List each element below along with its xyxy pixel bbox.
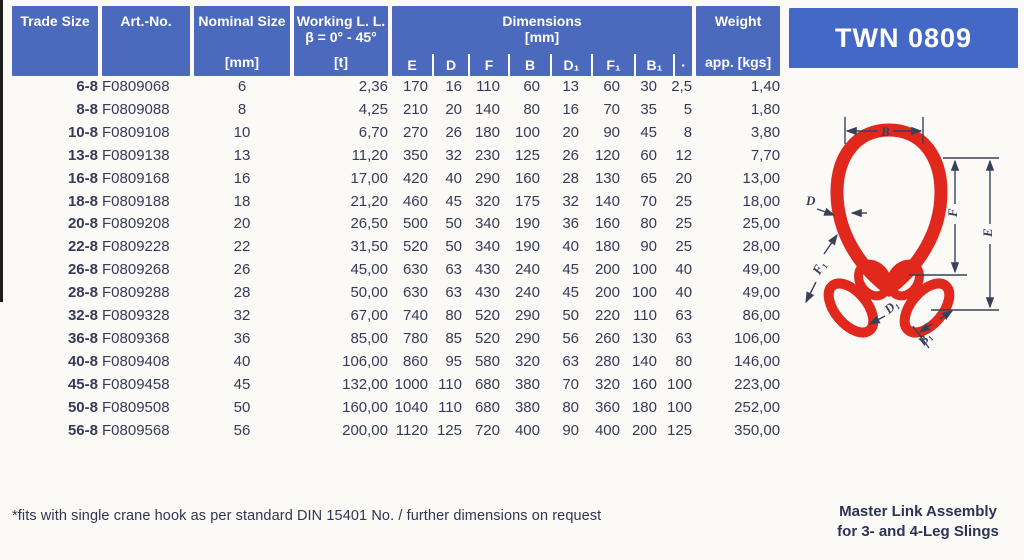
cell-dim-E: 460: [402, 192, 428, 210]
cell-art-no: F0809288: [102, 284, 170, 302]
table-row: [12, 351, 780, 374]
table-header: [12, 6, 780, 76]
cell-dim-D1: 63: [562, 352, 579, 370]
col-header-art-no: [102, 6, 190, 76]
cell-weight: 28,00: [742, 238, 781, 256]
cell-dim-B1: 60: [640, 146, 657, 164]
cell-nominal-size: 36: [233, 329, 251, 347]
cell-art-no: F0809408: [102, 352, 170, 370]
cell-dim-dot: 100: [667, 375, 693, 393]
cell-dim-B: 400: [514, 421, 540, 439]
cell-dim-dot: 5: [683, 100, 693, 118]
cell-dim-E: 1040: [394, 398, 428, 416]
cell-dim-D: 63: [445, 284, 462, 302]
cell-dim-B1: 160: [631, 375, 657, 393]
cell-trade-size: 10-8: [67, 123, 98, 141]
cell-working-ll: 50,00: [350, 284, 388, 302]
cell-dim-E: 500: [402, 215, 428, 233]
cell-dim-F: 340: [474, 215, 500, 233]
col-label: Art.-No.: [120, 13, 172, 29]
cell-dim-F1: 260: [594, 329, 620, 347]
table-row: [12, 122, 780, 145]
cell-dim-E: 630: [402, 261, 428, 279]
cell-dim-E: 270: [402, 123, 428, 141]
cell-dim-F: 520: [474, 307, 500, 325]
cell-dim-B1: 90: [640, 238, 657, 256]
spec-table: [8, 6, 784, 443]
cell-dim-F: 340: [474, 238, 500, 256]
table-row: [12, 374, 780, 397]
dim-col-B1: B₁: [636, 54, 675, 76]
cell-art-no: F0809108: [102, 123, 170, 141]
cell-trade-size: 32-8: [67, 307, 98, 325]
cell-dim-D: 110: [438, 375, 462, 393]
cell-dim-B: 320: [514, 352, 540, 370]
cell-working-ll: 6,70: [358, 123, 388, 141]
cell-dim-F: 230: [474, 146, 500, 164]
dimension-subcolumns: [392, 51, 692, 76]
cell-dim-D1: 80: [562, 398, 579, 416]
cell-trade-size: 36-8: [67, 329, 98, 347]
cell-trade-size: 20-8: [67, 215, 98, 233]
cell-weight: 223,00: [734, 375, 781, 393]
table-row: [12, 236, 780, 259]
cell-dim-D1: 40: [562, 238, 579, 256]
table-row: [12, 99, 780, 122]
cell-art-no: F0809228: [102, 238, 170, 256]
cell-dim-B1: 45: [640, 123, 657, 141]
cell-nominal-size: 56: [233, 421, 251, 439]
footnote: *fits with single crane hook as per standard DIN 15401 No. / further dimensions on request: [12, 508, 602, 524]
cell-dim-B: 190: [514, 238, 540, 256]
cell-nominal-size: 16: [233, 169, 251, 187]
cell-trade-size: 40-8: [67, 352, 98, 370]
cell-dim-D: 63: [445, 261, 462, 279]
cell-dim-F1: 200: [594, 284, 620, 302]
cell-nominal-size: 50: [233, 398, 251, 416]
cell-dim-D1: 32: [562, 192, 579, 210]
cell-dim-E: 740: [402, 307, 428, 325]
cell-nominal-size: 45: [233, 375, 251, 393]
cell-dim-E: 1000: [394, 375, 428, 393]
cell-dim-D: 80: [445, 307, 462, 325]
cell-art-no: F0809088: [102, 100, 170, 118]
cell-art-no: F0809568: [102, 421, 170, 439]
col-label: Dimensions: [502, 13, 582, 29]
cell-trade-size: 56-8: [67, 421, 98, 439]
cell-dim-F1: 280: [594, 352, 620, 370]
cell-dim-F: 580: [474, 352, 500, 370]
cell-art-no: F0809068: [102, 78, 170, 95]
cell-dim-dot: 8: [683, 123, 693, 141]
cell-weight: 252,00: [734, 398, 781, 416]
diagram-caption: [818, 502, 1018, 542]
cell-dim-dot: 125: [667, 421, 693, 439]
cell-dim-F1: 130: [594, 169, 620, 187]
table-row: [12, 213, 780, 236]
table-body: [12, 76, 780, 443]
cell-dim-D1: 16: [562, 100, 579, 118]
cell-weight: 106,00: [734, 329, 781, 347]
cell-dim-B1: 30: [640, 78, 657, 95]
cell-weight: 25,00: [742, 215, 781, 233]
cell-dim-E: 630: [402, 284, 428, 302]
cell-trade-size: 6-8: [76, 78, 98, 95]
cell-dim-D: 85: [445, 329, 462, 347]
product-code-label: TWN 0809: [834, 22, 973, 53]
cell-dim-D: 40: [445, 169, 462, 187]
cell-dim-D1: 13: [562, 78, 579, 95]
dim-col-F1: F₁: [593, 54, 636, 76]
cell-nominal-size: 28: [233, 284, 251, 302]
cell-dim-B: 100: [514, 123, 540, 141]
cell-weight: 49,00: [742, 261, 781, 279]
cell-trade-size: 26-8: [67, 261, 98, 279]
cell-dim-B1: 130: [631, 329, 657, 347]
caption-line-2: for 3- and 4-Leg Slings: [837, 523, 999, 540]
cell-nominal-size: 26: [233, 261, 251, 279]
cell-dim-B1: 100: [631, 284, 657, 302]
cell-dim-F1: 70: [603, 100, 620, 118]
cell-working-ll: 45,00: [350, 261, 388, 279]
cell-nominal-size: 20: [233, 215, 251, 233]
cell-dim-F: 180: [474, 123, 500, 141]
cell-working-ll: 4,25: [358, 100, 388, 118]
cell-dim-D: 110: [438, 398, 462, 416]
dim-col-B: B: [510, 54, 552, 76]
cell-dim-F: 680: [474, 375, 500, 393]
cell-weight: 49,00: [742, 284, 781, 302]
col-header-trade-size: [12, 6, 98, 76]
cell-dim-B1: 70: [640, 192, 657, 210]
cell-trade-size: 18-8: [67, 192, 98, 210]
cell-dim-D: 26: [445, 123, 462, 141]
cell-dim-E: 860: [402, 352, 428, 370]
cell-nominal-size: 22: [233, 238, 251, 256]
cell-dim-B1: 35: [640, 100, 657, 118]
cell-working-ll: 85,00: [350, 329, 388, 347]
cell-dim-F1: 320: [594, 375, 620, 393]
cell-dim-F: 140: [474, 100, 500, 118]
cell-dim-D: 32: [445, 146, 462, 164]
cell-dim-dot: 12: [675, 146, 693, 164]
col-unit: [mm]: [524, 29, 560, 45]
cell-dim-B: 380: [514, 375, 540, 393]
cell-dim-F1: 120: [594, 146, 620, 164]
dim-col-F: F: [470, 54, 510, 76]
cell-art-no: F0809328: [102, 307, 170, 325]
cell-dim-B: 380: [514, 398, 540, 416]
cell-dim-E: 1120: [395, 421, 428, 439]
cell-dim-F1: 90: [603, 123, 620, 141]
col-label: Working L. L.: [296, 13, 386, 29]
cell-dim-F: 520: [474, 329, 500, 347]
cell-dim-D1: 90: [562, 421, 579, 439]
cell-dim-E: 780: [402, 329, 428, 347]
cell-art-no: F0809138: [102, 146, 170, 164]
cell-dim-B: 240: [514, 284, 540, 302]
cell-nominal-size: 40: [233, 352, 251, 370]
cell-art-no: F0809208: [102, 215, 170, 233]
cell-dim-F: 110: [476, 78, 500, 95]
col-label: Trade Size: [20, 13, 90, 29]
cell-dim-D1: 36: [562, 215, 579, 233]
cell-working-ll: 11,20: [351, 146, 388, 164]
table-row: [12, 420, 780, 443]
dim-label-B: B: [881, 124, 890, 139]
cell-weight: 13,00: [742, 169, 781, 187]
cell-dim-F: 320: [474, 192, 500, 210]
cell-dim-F1: 400: [594, 421, 620, 439]
product-code-box: [789, 8, 1018, 68]
cell-dim-B1: 180: [631, 398, 657, 416]
cell-dim-dot: 40: [675, 284, 693, 302]
cell-dim-dot: 100: [667, 398, 693, 416]
cell-dim-E: 420: [402, 169, 428, 187]
cell-dim-D1: 26: [562, 146, 579, 164]
cell-working-ll: 132,00: [342, 375, 388, 393]
cell-dim-B1: 140: [631, 352, 657, 370]
table-row: [12, 328, 780, 351]
cell-dim-D1: 70: [562, 375, 579, 393]
cell-dim-B1: 100: [631, 261, 657, 279]
col-header-weight: [696, 6, 780, 76]
cell-dim-B1: 65: [640, 169, 657, 187]
cell-nominal-size: 6: [237, 78, 247, 95]
dim-label-F: F: [945, 208, 960, 217]
col-label: Nominal Size: [198, 13, 286, 29]
scan-artifact-line: [0, 0, 3, 302]
cell-dim-F1: 180: [594, 238, 620, 256]
cell-dim-dot: 20: [675, 169, 693, 187]
cell-dim-F1: 360: [594, 398, 620, 416]
cell-working-ll: 21,20: [350, 192, 388, 210]
master-link-diagram: [793, 86, 1023, 354]
cell-dim-D1: 56: [562, 329, 579, 347]
cell-dim-B: 160: [514, 169, 540, 187]
col-sublabel: β = 0° - 45°: [305, 29, 377, 45]
cell-dim-D1: 20: [562, 123, 579, 141]
cell-art-no: F0809268: [102, 261, 170, 279]
cell-weight: 86,00: [742, 307, 781, 325]
cell-dim-F: 720: [474, 421, 500, 439]
cell-dim-F1: 220: [594, 307, 620, 325]
cell-dim-D: 20: [445, 100, 462, 118]
dim-label-B1: B₁: [914, 328, 935, 349]
cell-dim-F1: 200: [594, 261, 620, 279]
cell-nominal-size: 13: [233, 146, 251, 164]
cell-dim-D1: 45: [562, 284, 579, 302]
master-link-shape: [837, 130, 941, 289]
cell-dim-dot: 40: [675, 261, 693, 279]
cell-dim-D: 95: [445, 352, 462, 370]
dim-label-D1: D₁: [880, 296, 902, 317]
cell-trade-size: 22-8: [67, 238, 98, 256]
table-row: [12, 168, 780, 191]
cell-dim-B: 240: [514, 261, 540, 279]
cell-dim-E: 350: [402, 146, 428, 164]
cell-dim-B: 175: [514, 192, 540, 210]
cell-art-no: F0809168: [102, 169, 170, 187]
table-row: [12, 397, 780, 420]
cell-dim-F: 680: [474, 398, 500, 416]
cell-trade-size: 13-8: [67, 146, 98, 164]
cell-working-ll: 106,00: [342, 352, 388, 370]
cell-dim-B: 190: [514, 215, 540, 233]
col-header-working-ll: [294, 6, 388, 76]
cell-trade-size: 45-8: [67, 375, 98, 393]
table-row: [12, 282, 780, 305]
cell-working-ll: 200,00: [342, 421, 388, 439]
cell-dim-B: 290: [514, 307, 540, 325]
cell-dim-dot: 63: [675, 307, 693, 325]
cell-dim-dot: 63: [675, 329, 693, 347]
cell-nominal-size: 18: [233, 192, 251, 210]
cell-working-ll: 67,00: [350, 307, 388, 325]
caption-line-1: Master Link Assembly: [839, 503, 997, 520]
cell-art-no: F0809368: [102, 329, 170, 347]
dim-label-F1: F₁: [809, 258, 829, 277]
cell-dim-B1: 200: [631, 421, 657, 439]
cell-weight: 3,80: [750, 123, 781, 141]
cell-dim-F1: 60: [603, 78, 620, 95]
intermediate-link-right: [896, 276, 958, 341]
cell-dim-dot: 25: [675, 238, 693, 256]
cell-weight: 146,00: [734, 352, 781, 370]
cell-dim-E: 210: [402, 100, 428, 118]
cell-dim-D: 45: [445, 192, 462, 210]
cell-dim-D: 50: [445, 238, 462, 256]
col-header-dimensions: [392, 6, 692, 76]
dim-col-dot: ·: [681, 57, 686, 73]
cell-dim-dot: 80: [675, 352, 693, 370]
dim-col-D: D: [434, 54, 470, 76]
col-label: Weight: [714, 13, 762, 29]
cell-dim-B: 80: [523, 100, 540, 118]
cell-art-no: F0809188: [102, 192, 170, 210]
cell-dim-D: 16: [445, 78, 462, 95]
cell-nominal-size: 32: [233, 307, 251, 325]
cell-art-no: F0809458: [102, 375, 170, 393]
cell-dim-B: 290: [514, 329, 540, 347]
cell-dim-B1: 80: [640, 215, 657, 233]
dim-col-E: E: [392, 54, 434, 76]
col-unit: [t]: [334, 54, 348, 70]
table-row: [12, 76, 780, 99]
cell-working-ll: 160,00: [342, 398, 388, 416]
cell-dim-dot: 2,5: [671, 78, 693, 95]
intermediate-link-left: [820, 276, 882, 341]
table-row: [12, 145, 780, 168]
cell-dim-F1: 140: [594, 192, 620, 210]
cell-dim-D1: 45: [562, 261, 579, 279]
cell-dim-F: 430: [474, 284, 500, 302]
cell-weight: 1,80: [750, 100, 781, 118]
cell-weight: 350,00: [734, 421, 781, 439]
dim-label-E: E: [980, 228, 995, 237]
table-row: [12, 305, 780, 328]
cell-dim-B: 125: [514, 146, 540, 164]
cell-dim-B1: 110: [633, 307, 657, 325]
cell-dim-D: 50: [445, 215, 462, 233]
dim-label-D: D: [806, 193, 816, 208]
cell-working-ll: 2,36: [358, 78, 388, 95]
cell-dim-B: 60: [523, 78, 540, 95]
cell-nominal-size: 8: [237, 100, 247, 118]
cell-trade-size: 8-8: [76, 100, 98, 118]
col-unit: [mm]: [224, 54, 260, 70]
cell-working-ll: 17,00: [350, 169, 388, 187]
cell-trade-size: 50-8: [67, 398, 98, 416]
cell-weight: 18,00: [742, 192, 781, 210]
dim-col-D1: D₁: [552, 54, 593, 76]
cell-dim-D1: 28: [562, 169, 579, 187]
cell-art-no: F0809508: [102, 398, 170, 416]
cell-dim-E: 170: [402, 78, 428, 95]
table-row: [12, 259, 780, 282]
col-unit: app. [kgs]: [704, 54, 772, 70]
cell-dim-D1: 50: [562, 307, 579, 325]
cell-dim-F1: 160: [594, 215, 620, 233]
cell-dim-dot: 25: [675, 215, 693, 233]
cell-weight: 7,70: [750, 146, 781, 164]
col-header-nominal-size: [194, 6, 290, 76]
cell-working-ll: 26,50: [350, 215, 388, 233]
cell-trade-size: 16-8: [67, 169, 98, 187]
cell-dim-E: 520: [402, 238, 428, 256]
cell-weight: 1,40: [750, 78, 781, 95]
cell-trade-size: 28-8: [67, 284, 98, 302]
cell-dim-F: 430: [474, 261, 500, 279]
cell-dim-dot: 25: [675, 192, 693, 210]
table-row: [12, 191, 780, 214]
cell-dim-D: 125: [436, 421, 462, 439]
cell-nominal-size: 10: [233, 123, 251, 141]
cell-dim-F: 290: [474, 169, 500, 187]
cell-working-ll: 31,50: [350, 238, 388, 256]
